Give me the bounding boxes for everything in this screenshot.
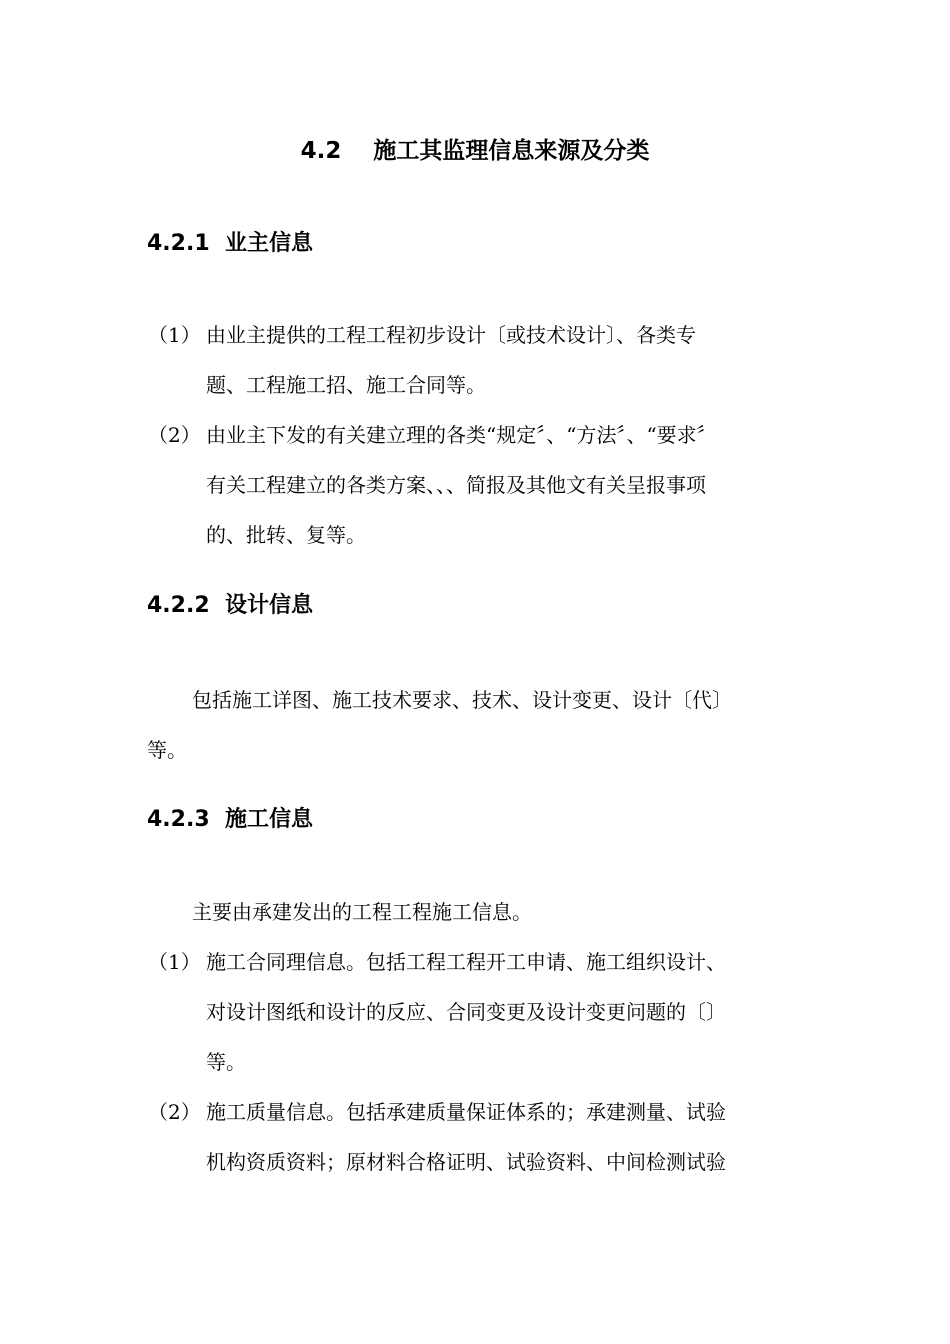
list-item-text-line: 题、工程施工招、施工合同等。 xyxy=(206,373,486,397)
list-item-text-line: 由业主下发的有关建立理的各类“规定〞、“方法〞、“要求〞 xyxy=(206,423,717,447)
list-item-text-line: 有关工程建立的各类方案、、、简报及其他文有关呈报事项 xyxy=(206,473,706,497)
paragraph-line: 包括施工详图、施工技术要求、技术、设计变更、设计〔代〕 xyxy=(192,688,732,712)
list-item-text-line: 施工合同理信息。包括工程工程开工申请、施工组织设计、 xyxy=(206,950,726,974)
list-item-number: （1） xyxy=(148,323,201,347)
section-heading-owner-info: 4.2.1 业主信息 xyxy=(147,231,313,256)
section-heading-design-info: 4.2.2 设计信息 xyxy=(147,593,313,618)
list-item-number: （1） xyxy=(148,950,201,974)
list-item-text-line: 的、批转、复等。 xyxy=(206,523,366,547)
list-item-text-line: 等。 xyxy=(206,1050,246,1074)
list-item-number: （2） xyxy=(148,1100,201,1124)
list-item-text-line: 由业主提供的工程工程初步设计〔或技术设计〕、各类专 xyxy=(206,323,696,347)
list-item-number: （2） xyxy=(148,423,201,447)
list-item-text-line: 对设计图纸和设计的反应、合同变更及设计变更问题的〔〕 xyxy=(206,1000,726,1024)
paragraph-line: 等。 xyxy=(147,738,187,762)
list-item-text-line: 机构资质资料；原材料合格证明、试验资料、中间检测试验 xyxy=(206,1150,726,1174)
paragraph-line: 主要由承建发出的工程工程施工信息。 xyxy=(192,900,532,924)
section-heading-construction-info: 4.2.3 施工信息 xyxy=(147,807,313,832)
page-title: 4.2 施工其监理信息来源及分类 xyxy=(300,138,650,164)
list-item-text-line: 施工质量信息。包括承建质量保证体系的；承建测量、试验 xyxy=(206,1100,726,1124)
